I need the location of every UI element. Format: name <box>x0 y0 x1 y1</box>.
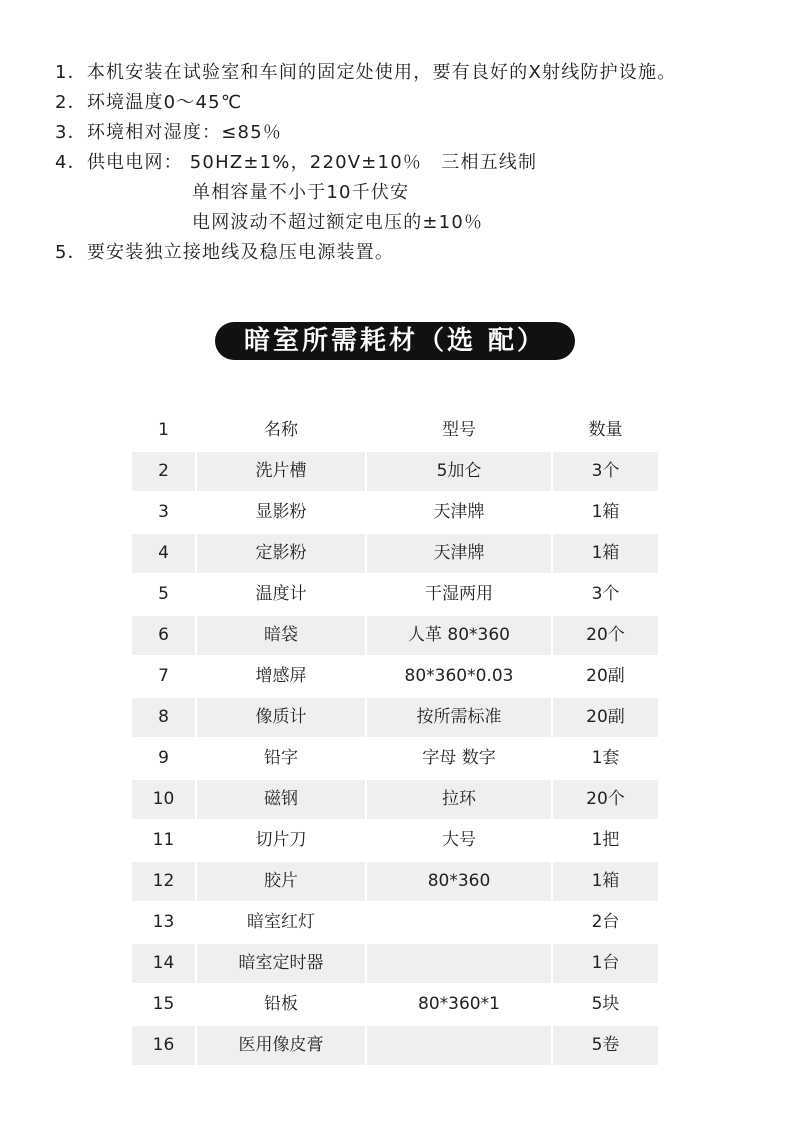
table-row <box>132 902 658 943</box>
cell-index: 5 <box>158 584 169 604</box>
requirement-item-4-sub-1: 单相容量不小于10千伏安 <box>192 182 410 203</box>
table-row <box>132 779 658 820</box>
cell-index: 2 <box>132 452 195 491</box>
cell-name: 温度计 <box>255 584 307 604</box>
table-row <box>132 861 658 902</box>
table-row <box>132 451 658 492</box>
cell-quantity: 数量 <box>588 420 623 440</box>
table-row <box>132 984 658 1025</box>
cell-quantity: 1箱 <box>553 862 658 901</box>
cell-index: 11 <box>152 830 175 850</box>
cell-quantity: 1套 <box>591 748 620 768</box>
cell-index: 4 <box>132 534 195 573</box>
item-text: 环境相对湿度：≤85％ <box>86 122 283 143</box>
cell-model: 80*360*0.03 <box>404 666 514 686</box>
cell-quantity: 1箱 <box>553 534 658 573</box>
cell-name: 胶片 <box>197 862 365 901</box>
cell-name: 像质计 <box>197 698 365 737</box>
cell-quantity: 5卷 <box>553 1026 658 1065</box>
cell-quantity: 2台 <box>591 912 620 932</box>
cell-index: 1 <box>158 420 169 440</box>
cell-model: 大号 <box>442 830 476 850</box>
cell-quantity: 20副 <box>553 698 658 737</box>
table-row <box>132 656 658 697</box>
cell-model: 拉环 <box>367 780 551 819</box>
item-number: 2． <box>55 92 87 113</box>
cell-name: 增感屏 <box>255 666 307 686</box>
cell-model: 5加仑 <box>367 452 551 491</box>
cell-name: 显影粉 <box>255 502 307 522</box>
table-row <box>132 492 658 533</box>
requirement-item-5 <box>55 238 394 268</box>
item-text: 环境温度0～45℃ <box>86 92 243 113</box>
cell-name: 切片刀 <box>255 830 307 850</box>
requirement-item-1 <box>55 58 676 88</box>
cell-index: 16 <box>132 1026 195 1065</box>
cell-model: 干湿两用 <box>425 584 493 604</box>
table-row <box>132 820 658 861</box>
item-number: 1． <box>55 62 87 83</box>
cell-model <box>367 903 551 942</box>
cell-quantity: 3个 <box>591 584 620 604</box>
cell-quantity: 1箱 <box>591 502 620 522</box>
cell-index: 13 <box>152 912 175 932</box>
cell-model: 按所需标准 <box>367 698 551 737</box>
cell-index: 15 <box>152 994 175 1014</box>
cell-quantity: 5块 <box>591 994 620 1014</box>
table-row <box>132 738 658 779</box>
cell-index: 6 <box>132 616 195 655</box>
cell-model: 80*360 <box>367 862 551 901</box>
cell-name: 定影粉 <box>197 534 365 573</box>
cell-quantity: 1把 <box>591 830 620 850</box>
item-number: 3． <box>55 122 87 143</box>
cell-index: 9 <box>158 748 169 768</box>
cell-model: 天津牌 <box>367 534 551 573</box>
table-row <box>132 615 658 656</box>
cell-name: 暗袋 <box>197 616 365 655</box>
cell-model: 字母 数字 <box>422 748 496 768</box>
cell-quantity: 1台 <box>553 944 658 983</box>
cell-index: 7 <box>158 666 169 686</box>
cell-name: 磁钢 <box>197 780 365 819</box>
cell-name: 暗室红灯 <box>247 912 315 932</box>
cell-index: 10 <box>132 780 195 819</box>
table-row <box>132 574 658 615</box>
cell-model <box>367 944 551 983</box>
table-row <box>132 533 658 574</box>
cell-model: 80*360*1 <box>418 994 500 1014</box>
requirement-item-3 <box>55 118 282 148</box>
cell-name: 暗室定时器 <box>197 944 365 983</box>
cell-model <box>367 1026 551 1065</box>
item-text: 要安装独立接地线及稳压电源装置。 <box>86 242 395 263</box>
cell-index: 12 <box>132 862 195 901</box>
item-text: 本机安装在试验室和车间的固定处使用，要有良好的X射线防护设施。 <box>86 62 677 83</box>
table-header-row <box>132 410 658 451</box>
item-text: 供电电网： 50HZ±1%，220V±10％ 三相五线制 <box>86 152 538 173</box>
cell-name: 洗片槽 <box>197 452 365 491</box>
cell-model: 人革 80*360 <box>367 616 551 655</box>
cell-model: 天津牌 <box>433 502 485 522</box>
consumables-table <box>132 410 658 1066</box>
table-row <box>132 943 658 984</box>
cell-quantity: 20个 <box>553 616 658 655</box>
cell-name: 名称 <box>264 420 298 440</box>
cell-index: 14 <box>132 944 195 983</box>
table-row <box>132 697 658 738</box>
requirement-item-4 <box>55 148 537 178</box>
cell-index: 8 <box>132 698 195 737</box>
section-title: 暗室所需耗材（选 配） <box>215 322 575 360</box>
requirement-item-2 <box>55 88 242 118</box>
cell-name: 铅字 <box>264 748 298 768</box>
cell-quantity: 3个 <box>553 452 658 491</box>
cell-name: 医用像皮膏 <box>197 1026 365 1065</box>
cell-quantity: 20副 <box>586 666 625 686</box>
cell-name: 铅板 <box>264 994 298 1014</box>
cell-index: 3 <box>158 502 169 522</box>
item-number: 5． <box>55 242 87 263</box>
table-row <box>132 1025 658 1066</box>
item-number: 4． <box>55 152 87 173</box>
cell-model: 型号 <box>442 420 476 440</box>
cell-quantity: 20个 <box>553 780 658 819</box>
requirement-item-4-sub-2: 电网波动不超过额定电压的±10％ <box>192 212 484 233</box>
